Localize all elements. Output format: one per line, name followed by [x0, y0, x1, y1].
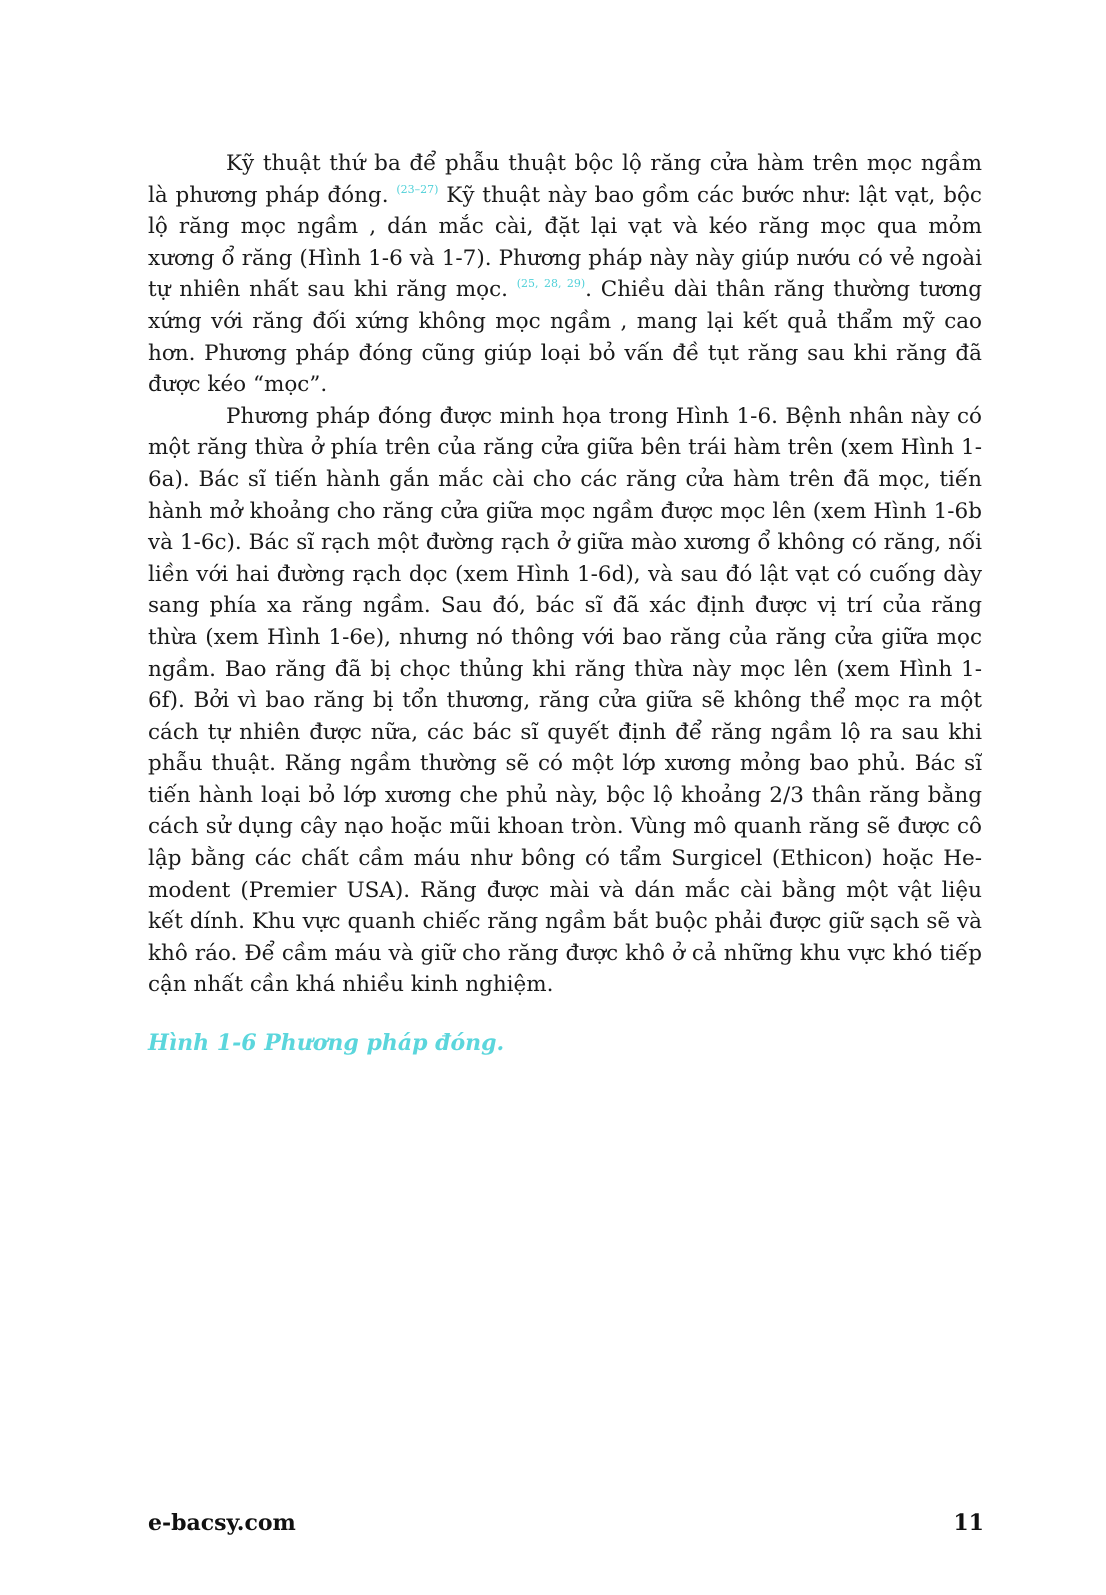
citation-25-28-29: (25, 28, 29)	[516, 277, 586, 291]
paragraph-1-text-a: Kỹ thuật thứ ba để phẫu thuật bộc lộ răng cửa hàm trên mọc ngầm là phương pháp đóng.	[148, 151, 982, 208]
document-body	[148, 148, 982, 1001]
figure-caption: Hình 1-6 Phương pháp đóng.	[148, 1030, 505, 1056]
paragraph-1	[148, 148, 982, 401]
page-number: 11	[953, 1510, 984, 1536]
citation-23-27: (23–27)	[396, 182, 439, 196]
paragraph-2: Phương pháp đóng được minh họa trong Hình 1-6. Bệnh nhân này có một răng thừa ở phía trên của răng cửa giữa bên trái hàm trên (xem Hình 1-6a). Bác sĩ tiến hành gắn mắc cài cho các răng cửa hàm trên đã mọc, tiến hành mở khoảng cho răng cửa giữa mọc ngầm được mọc lên (xem Hình 1-6b và 1-6c). Bác sĩ rạch một đường rạch ở giữa mào xương ổ không có răng, nối liền với hai đường rạch dọc (xem Hình 1-6d), và sau đó lật vạt có cuống dày sang phía xa răng ngầm. Sau đó, bác sĩ đã xác định được vị trí của răng thừa (xem Hình 1-6e), nhưng nó thông với bao răng của răng cửa giữa mọc ngầm. Bao răng đã bị chọc thủng khi răng thừa này mọc lên (xem Hình 1-6f). Bởi vì bao răng bị tổn thương, răng cửa giữa sẽ không thể mọc ra một cách tự nhiên được nữa, các bác sĩ quyết định để răng ngầm lộ ra sau khi phẫu thuật. Răng ngầm thường sẽ có một lớp xương mỏng bao phủ. Bác sĩ tiến hành loại bỏ lớp xương che phủ này, bộc lộ khoảng 2/3 thân răng bằng cách sử dụng cây nạo hoặc mũi khoan tròn. Vùng mô quanh răng sẽ được cô lập bằng các chất cầm máu như bông có tẩm Surgicel (Ethicon) hoặc Hemodent (Premier USA). Răng được mài và dán mắc cài bằng một vật liệu kết dính. Khu vực quanh chiếc răng ngầm bắt buộc phải được giữ sạch sẽ và khô ráo. Để cầm máu và giữ cho răng được khô ở cả những khu vực khó tiếp cận nhất cần khá nhiều kinh nghiệm.	[148, 403, 982, 998]
footer-site-name: e-bacsy.com	[148, 1510, 296, 1536]
paragraph-1-text-b: Kỹ thuật này bao gồm các bước như: lật vạt, bộc lộ răng mọc ngầm , dán mắc cài, đặt lại vạt và kéo răng mọc qua mỏm xương ổ răng (Hình 1-6 và 1-7). Phương pháp này này giúp nướu có vẻ ngoài tự nhiên nhất sau khi răng mọc.	[148, 182, 982, 303]
paragraph-1-text-c: . Chiều dài thân răng thường tương xứng với răng đối xứng không mọc ngầm , mang lại kết quả thẩm mỹ cao hơn. Phương pháp đóng cũng giúp loại bỏ vấn đề tụt răng sau khi răng đã được kéo “mọc”.	[148, 277, 982, 398]
